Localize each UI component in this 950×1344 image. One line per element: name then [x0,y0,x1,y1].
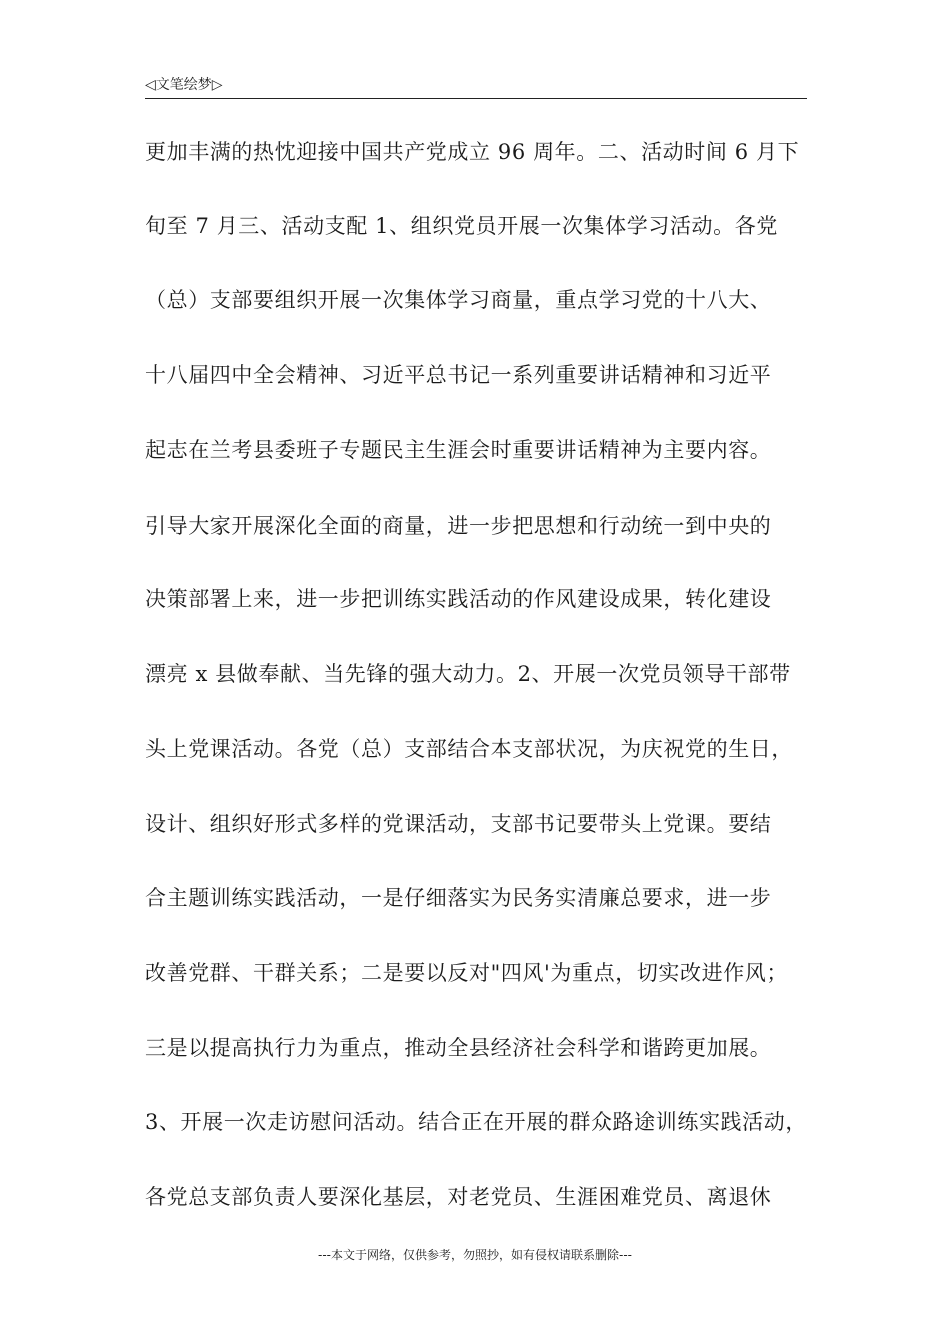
body-line: 头上党课活动。各党（总）支部结合本支部状况，为庆祝党的生日， [145,737,793,761]
body-line: 合主题训练实践活动，一是仔细落实为民务实清廉总要求，进一步 [145,886,772,910]
body-line: 各党总支部负责人要深化基层，对老党员、生涯困难党员、离退休 [145,1185,772,1209]
body-line: （总）支部要组织开展一次集体学习商量，重点学习党的十八大、 [145,288,772,312]
body-line: 漂亮 x 县做奉献、当先锋的强大动力。2、开展一次党员领导干部带 [145,662,791,686]
body-line: 旬至 7 月三、活动支配 1、组织党员开展一次集体学习活动。各党 [145,214,778,238]
body-line: 十八届四中全会精神、习近平总书记一系列重要讲话精神和习近平 [145,363,772,387]
header-title: ◁文笔绘梦▷ [145,77,223,93]
body-line: 决策部署上来，进一步把训练实践活动的作风建设成果，转化建设 [145,587,772,611]
body-line: 引导大家开展深化全面的商量，进一步把思想和行动统一到中央的 [145,514,772,538]
body-line: 起志在兰考县委班子专题民主生涯会时重要讲话精神为主要内容。 [145,438,772,462]
page-footer: ---本文于网络，仅供参考，勿照抄，如有侵权请联系删除--- [318,1248,632,1262]
body-line: 更加丰满的热忱迎接中国共产党成立 96 周年。二、活动时间 6 月下 [145,140,800,164]
page-header [145,74,807,99]
body-line: 3、开展一次走访慰问活动。结合正在开展的群众路途训练实践活动， [145,1110,807,1134]
body-line: 三是以提高执行力为重点，推动全县经济社会科学和谐跨更加展。 [145,1036,772,1060]
body-line: 设计、组织好形式多样的党课活动，支部书记要带头上党课。要结 [145,812,772,836]
body-line: 改善党群、干群关系；二是要以反对"四风'为重点，切实改进作风； [145,961,789,985]
